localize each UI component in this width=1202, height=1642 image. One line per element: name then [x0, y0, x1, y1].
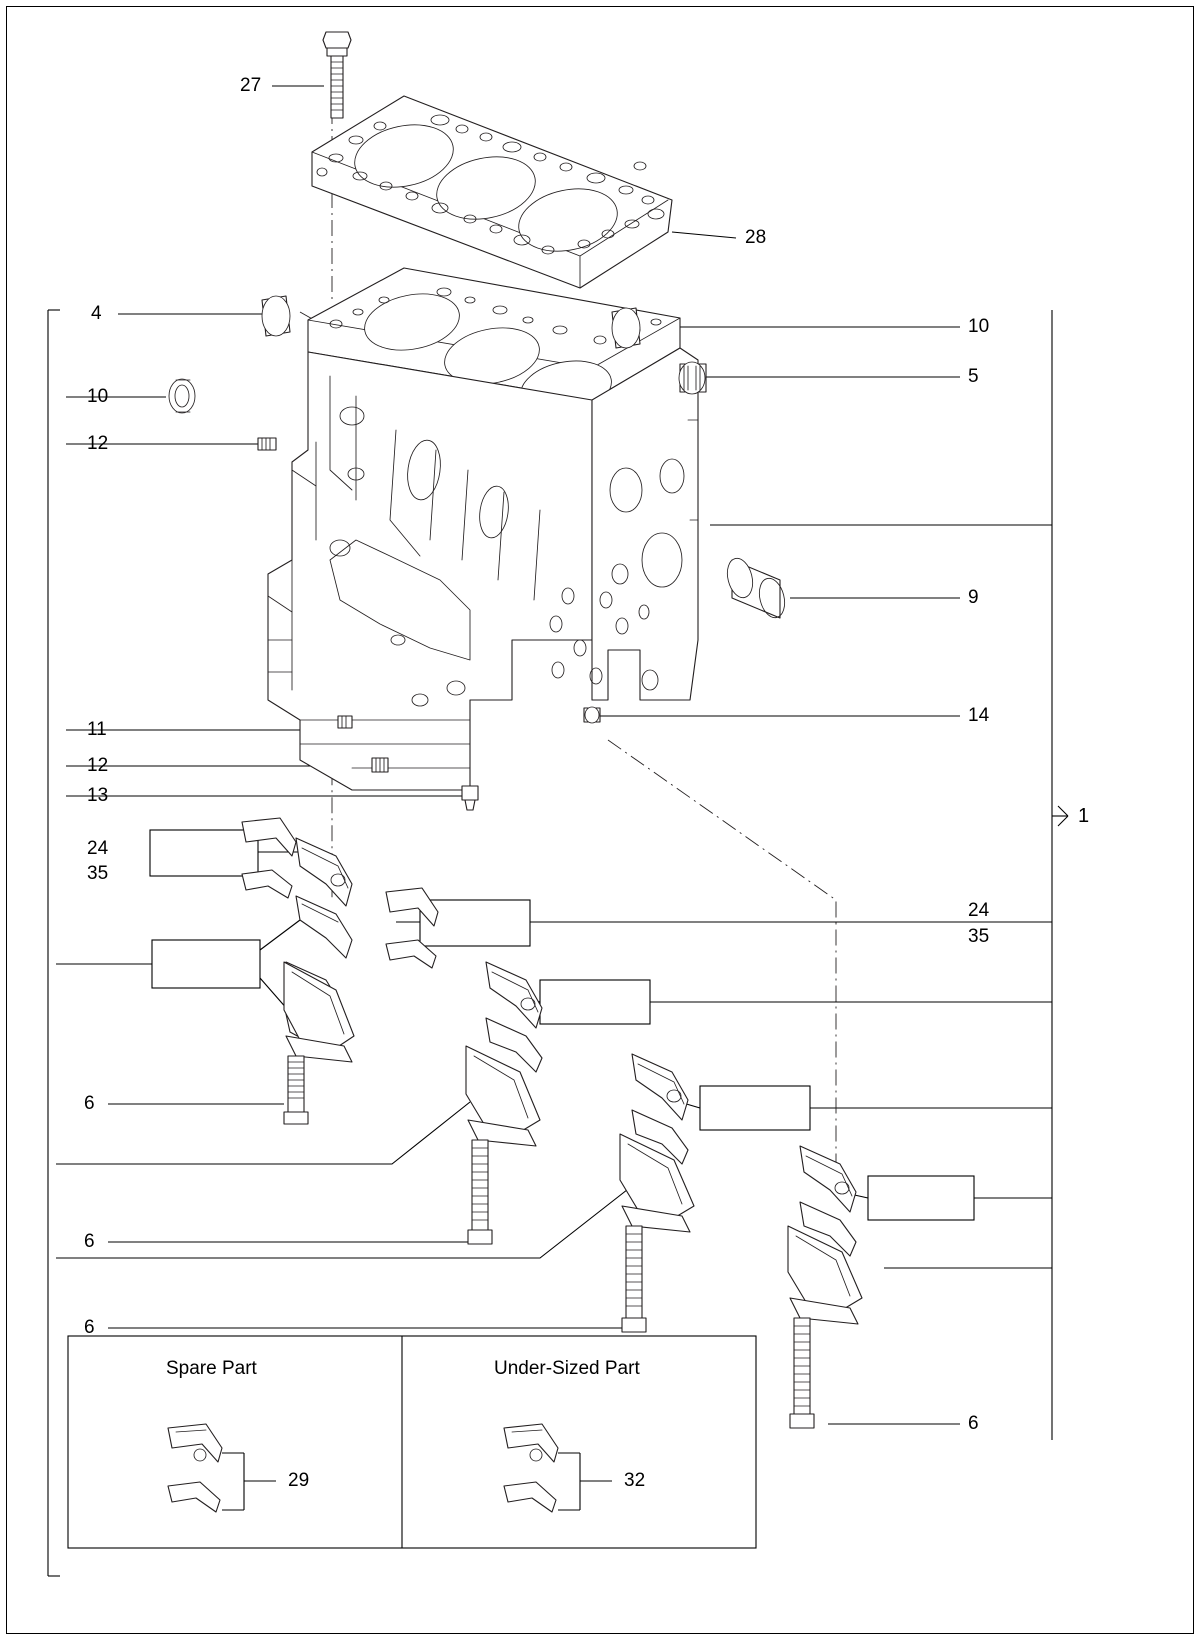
head-gasket: [312, 96, 672, 288]
legend-undersized-title: Under-Sized Part: [494, 1358, 640, 1379]
main-bearing-cap-4: [788, 1226, 862, 1428]
main-bearing-cap-3: [620, 1134, 694, 1332]
callout-35-upper: 35: [87, 863, 109, 884]
callout-24-lower: 24: [968, 900, 990, 921]
callout-11: 11: [87, 719, 107, 740]
main-bearing-cap-1: [284, 962, 354, 1124]
cylinder-block: [268, 268, 698, 790]
callout-6-2: 6: [84, 1231, 95, 1252]
cylinder-head-bolt: [323, 32, 351, 118]
legend-undersized-number: 32: [624, 1470, 646, 1491]
callout-13: 13: [87, 785, 109, 806]
callout-6-4: 6: [968, 1413, 979, 1434]
bearing-group-3: [486, 962, 542, 1072]
pin-14: [584, 707, 600, 723]
camshaft-bushing: [724, 556, 789, 621]
legend-spare-number: 29: [288, 1470, 310, 1491]
callout-6-1: 6: [84, 1093, 95, 1114]
callout-10-left: 10: [87, 386, 109, 407]
callout-35-lower: 35: [968, 926, 990, 947]
callout-12-upper: 12: [87, 433, 109, 454]
oil-seal-right: [679, 362, 706, 394]
screw-11: [338, 716, 352, 728]
plug-13: [462, 786, 478, 810]
callout-12-lower: 12: [87, 755, 109, 776]
screw-12-upper: [258, 438, 276, 450]
callout-14: 14: [968, 705, 990, 726]
callout-1-group: 1: [1078, 805, 1090, 827]
callout-10-right: 10: [968, 316, 990, 337]
callout-4: 4: [91, 303, 102, 324]
callout-27: 27: [240, 75, 262, 96]
callout-6-3: 6: [84, 1317, 95, 1338]
legend-spare-title: Spare Part: [166, 1358, 257, 1379]
oil-seal-left: [169, 379, 195, 413]
bearing-group-1: [242, 818, 352, 958]
callout-9: 9: [968, 587, 979, 608]
callout-24-upper: 24: [87, 838, 109, 859]
main-bearing-cap-2: [466, 1046, 540, 1244]
screw-12-lower: [372, 758, 388, 772]
callout-28: 28: [745, 227, 767, 248]
callout-5: 5: [968, 366, 979, 387]
